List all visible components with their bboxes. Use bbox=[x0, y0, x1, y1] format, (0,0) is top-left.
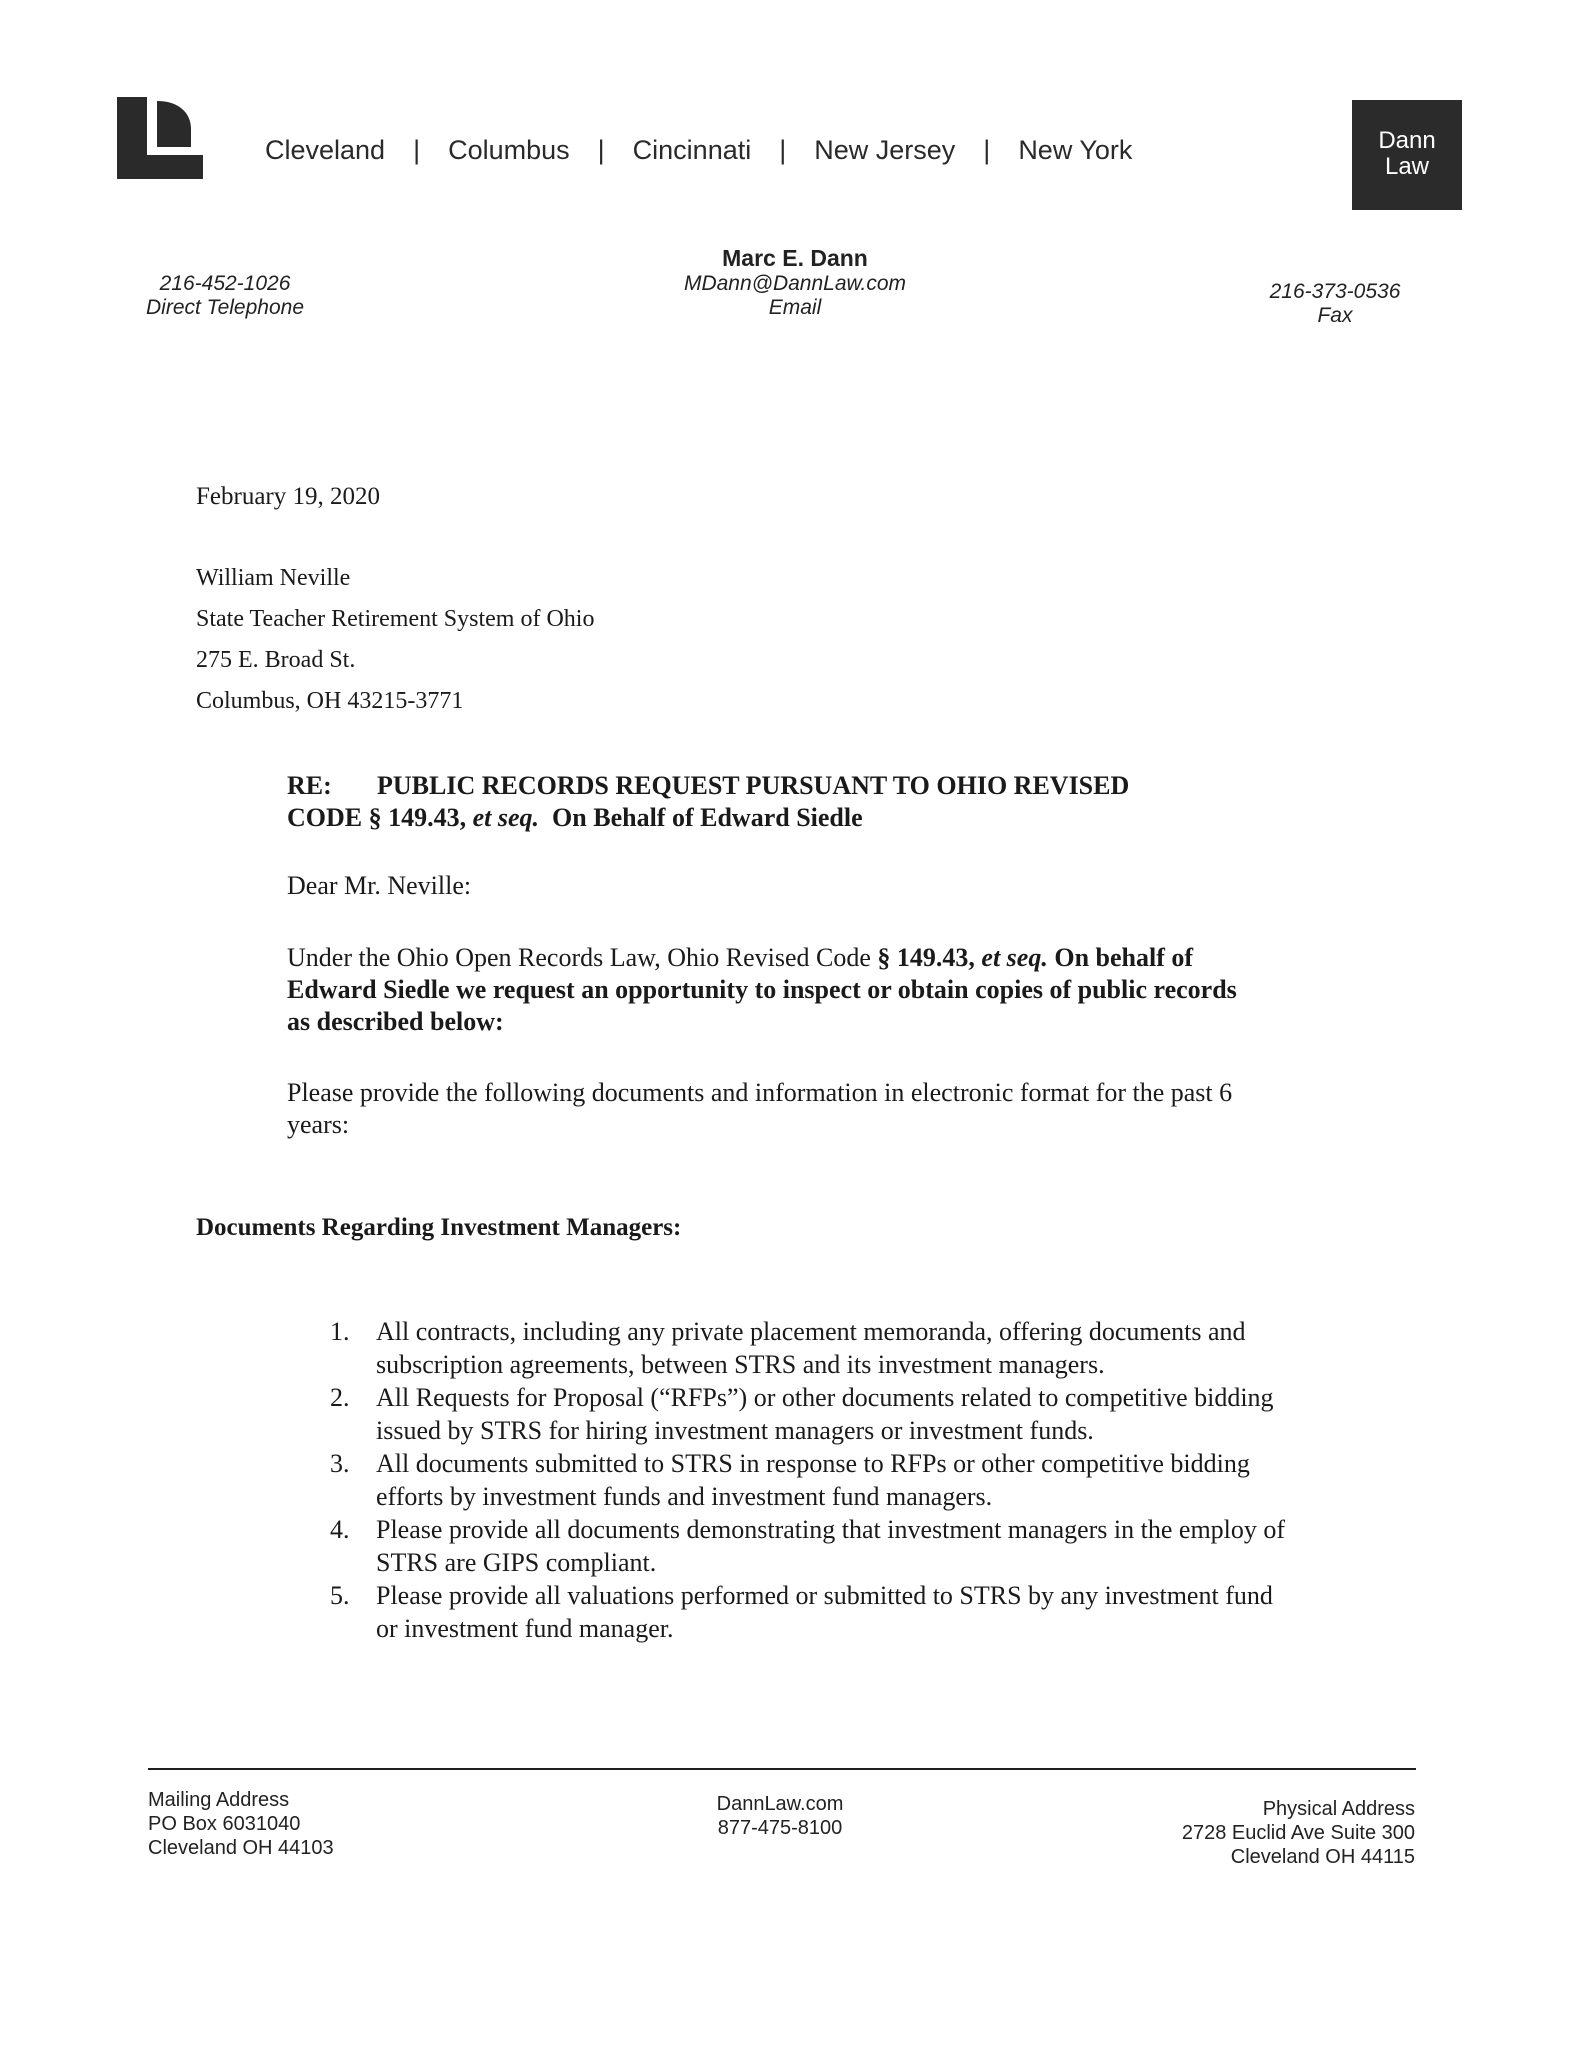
request-paragraph: Please provide the following documents and information in electronic format for the past 6 years: bbox=[287, 1078, 1233, 1139]
mailing-address-line: PO Box 6031040 bbox=[148, 1813, 301, 1835]
office-new-jersey: New Jersey bbox=[814, 135, 956, 165]
badge-line-1: Dann bbox=[1378, 127, 1436, 154]
section-heading: Documents Regarding Investment Managers: bbox=[196, 1214, 682, 1241]
list-item-number: 2. bbox=[330, 1383, 350, 1412]
office-locations bbox=[265, 135, 1132, 166]
recipient-address bbox=[196, 558, 594, 722]
firm-phone: 877-475-8100 bbox=[717, 1817, 843, 1839]
office-separator: | bbox=[413, 135, 421, 165]
list-item-text: All contracts, including any private placement memoranda, offering documents and subscription agreements, between STRS and its investment managers. bbox=[376, 1317, 1246, 1379]
list-item bbox=[300, 1513, 1300, 1579]
office-separator: | bbox=[779, 135, 787, 165]
mailing-address-label: Mailing Address bbox=[148, 1789, 290, 1811]
fax-number: 216-373-0536 bbox=[1269, 280, 1401, 303]
direct-telephone-label: Direct Telephone bbox=[146, 296, 304, 319]
subject-line bbox=[287, 770, 1287, 834]
list-item-number: 3. bbox=[330, 1449, 350, 1478]
mailing-address-line: Cleveland OH 44103 bbox=[148, 1837, 334, 1859]
firm-website-phone bbox=[690, 1792, 870, 1840]
request-list bbox=[300, 1315, 1300, 1645]
list-item-number: 4. bbox=[330, 1515, 350, 1544]
footer-divider bbox=[148, 1768, 1416, 1770]
office-columbus: Columbus bbox=[448, 135, 570, 165]
list-item-text: All documents submitted to STRS in response to RFPs or other competitive bidding efforts by investment funds and investment fund managers. bbox=[376, 1449, 1250, 1511]
intro-bold-citation: § 149.43, bbox=[877, 943, 982, 972]
physical-address-line: 2728 Euclid Ave Suite 300 bbox=[1181, 1822, 1415, 1844]
intro-bold-request: On behalf of Edward Siedle we request an opportunity to inspect or obtain copies of public records as described below: bbox=[287, 943, 1237, 1036]
list-item-text: All Requests for Proposal (“RFPs”) or other documents related to competitive bidding issued by STRS for hiring investment managers or investment funds. bbox=[376, 1383, 1274, 1445]
list-item bbox=[300, 1579, 1300, 1645]
recipient-line: State Teacher Retirement System of Ohio bbox=[196, 606, 595, 632]
list-item bbox=[300, 1447, 1300, 1513]
attorney-name: Marc E. Dann bbox=[722, 245, 868, 271]
recipient-line: 275 E. Broad St. bbox=[196, 647, 356, 673]
firm-badge bbox=[1352, 100, 1462, 210]
list-item-number: 1. bbox=[330, 1317, 350, 1346]
badge-line-2: Law bbox=[1384, 153, 1430, 180]
office-separator: | bbox=[597, 135, 605, 165]
attorney-email: MDann@DannLaw.com bbox=[683, 272, 907, 295]
subject-line-2a: CODE § 149.43, bbox=[287, 803, 473, 832]
direct-telephone-block bbox=[130, 272, 320, 320]
fax-label: Fax bbox=[1317, 304, 1353, 327]
list-item-text: Please provide all documents demonstrating that investment managers in the employ of STRS are GIPS compliant. bbox=[376, 1515, 1286, 1577]
recipient-line: Columbus, OH 43215-3771 bbox=[196, 688, 464, 714]
subject-line-2b: On Behalf of Edward Siedle bbox=[539, 803, 863, 832]
office-new-york: New York bbox=[1018, 135, 1133, 165]
physical-address-line: Cleveland OH 44115 bbox=[1230, 1846, 1415, 1868]
office-cleveland: Cleveland bbox=[265, 135, 386, 165]
office-separator: | bbox=[983, 135, 991, 165]
intro-paragraph bbox=[287, 942, 1247, 1038]
physical-address bbox=[1100, 1797, 1415, 1869]
salutation: Dear Mr. Neville: bbox=[287, 871, 472, 900]
direct-telephone-number: 216-452-1026 bbox=[159, 272, 291, 295]
list-item-number: 5. bbox=[330, 1581, 350, 1610]
firm-logo-mark bbox=[117, 97, 203, 179]
email-label: Email bbox=[768, 296, 822, 319]
fax-block bbox=[1240, 280, 1430, 328]
intro-plain: Under the Ohio Open Records Law, Ohio Revised Code bbox=[287, 943, 878, 972]
attorney-block bbox=[640, 245, 950, 320]
list-item-text: Please provide all valuations performed or submitted to STRS by any investment fund or investment fund manager. bbox=[376, 1581, 1273, 1643]
list-item bbox=[300, 1381, 1300, 1447]
recipient-line: William Neville bbox=[196, 565, 351, 591]
mailing-address bbox=[148, 1788, 334, 1860]
office-cincinnati: Cincinnati bbox=[632, 135, 752, 165]
intro-italic: et seq. bbox=[981, 943, 1048, 972]
list-item bbox=[300, 1315, 1300, 1381]
subject-tag: RE: bbox=[287, 771, 332, 800]
subject-line-1: PUBLIC RECORDS REQUEST PURSUANT TO OHIO REVISED bbox=[377, 771, 1130, 800]
letter-date: February 19, 2020 bbox=[196, 483, 380, 510]
physical-address-label: Physical Address bbox=[1262, 1798, 1415, 1820]
firm-website: DannLaw.com bbox=[716, 1793, 844, 1815]
subject-line-2-italic: et seq. bbox=[472, 803, 540, 832]
